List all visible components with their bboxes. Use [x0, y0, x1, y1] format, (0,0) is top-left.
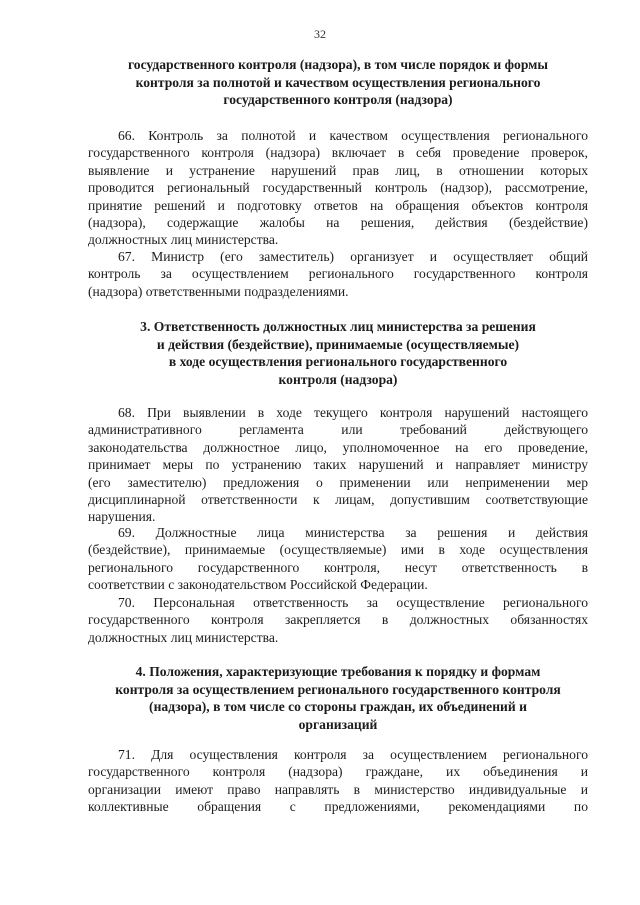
page-number: 32: [314, 27, 326, 41]
text-line: выявление и устранение нарушений прав лиц, в отношении которых: [88, 162, 588, 178]
text-line: государственного контроля (надзора) включает в себя проведение проверок,: [88, 145, 588, 161]
paragraph-68: [88, 404, 588, 526]
heading-line: контроля за осуществлением регионального государственного контроля: [115, 681, 561, 697]
heading-line: государственного контроля (надзора), в том числе порядок и формы: [127, 57, 549, 72]
heading-line: (надзора), в том числе со стороны граждан, их объединений и: [149, 699, 527, 714]
text-line: контроль за осуществлением регионального государственного контроля: [88, 266, 588, 282]
text-line: 70. Персональная ответственность за осуществление регионального: [118, 595, 588, 610]
text-line: законодательства должностное лицо, уполномоченное на его проведение,: [88, 439, 588, 455]
heading-line: контроля за полнотой и качеством осуществления регионального: [135, 74, 541, 90]
text-line: дисциплинарной ответственности к лицам, допустившим соответствующие: [88, 492, 588, 508]
text-line: 68. При выявлении в ходе текущего контроля нарушений настоящего: [118, 405, 588, 420]
text-line: регионального государственного контроля, несут ответственность в: [88, 559, 588, 575]
text-line: принятие решений и подготовку ответов на обращения объектов контроля: [88, 197, 588, 213]
paragraph-70: [88, 594, 588, 646]
section-3-heading: [88, 318, 588, 388]
section-2-heading-continuation: [88, 56, 588, 109]
heading-line: государственного контроля (надзора): [223, 92, 453, 107]
text-line: государственного контроля (надзора) граждане, их объединения и: [88, 764, 588, 780]
text-line: (надзора), содержащие жалобы на решения, действия (бездействие): [88, 215, 588, 231]
text-line: 67. Министр (его заместитель) организует и осуществляет общий: [118, 249, 588, 264]
text-line: принимает меры по устранению таких нарушений и направляет министру: [88, 457, 588, 473]
paragraph-66: [88, 127, 588, 249]
paragraph-69: [88, 524, 588, 594]
text-line: организации имеют право направлять в министерство индивидуальные и: [88, 781, 588, 797]
text-line: должностных лиц министерства.: [88, 232, 279, 248]
text-line: нарушения.: [88, 509, 156, 525]
text-line: (бездействие), принимаемые (осуществляемые) ими в ходе осуществления: [88, 542, 588, 558]
text-line: коллективные обращения с предложениями, рекомендациями по: [88, 799, 588, 815]
heading-line: 4. Положения, характеризующие требования к порядку и формам: [135, 664, 541, 679]
text-line: (его заместителю) предложения о применении или неприменении мер: [88, 474, 588, 490]
heading-line: 3. Ответственность должностных лиц министерства за решения: [140, 319, 536, 334]
heading-line: и действия (бездействие), принимаемые (осуществляемые): [156, 336, 520, 352]
text-line: проводится региональный государственный контроль (надзор), рассмотрение,: [88, 180, 588, 196]
heading-line: организаций: [298, 716, 378, 732]
heading-line: контроля (надзора): [278, 371, 398, 387]
paragraph-67: [88, 248, 588, 300]
text-line: соответствии с законодательством Российской Федерации.: [88, 577, 428, 593]
paragraph-71: [88, 746, 588, 816]
text-line: государственного контроля закрепляется в должностных обязанностях: [88, 612, 588, 628]
section-4-heading: [88, 663, 588, 733]
text-line: (надзора) ответственными подразделениями.: [88, 283, 349, 299]
text-line: административного регламента или требований действующего: [88, 422, 588, 438]
text-line: 66. Контроль за полнотой и качеством осуществления регионального: [118, 128, 588, 143]
text-line: должностных лиц министерства.: [88, 629, 279, 645]
text-line: 71. Для осуществления контроля за осуществлением регионального: [118, 747, 588, 762]
text-line: 69. Должностные лица министерства за решения и действия: [118, 525, 588, 540]
heading-line: в ходе осуществления регионального государственного: [168, 354, 508, 369]
